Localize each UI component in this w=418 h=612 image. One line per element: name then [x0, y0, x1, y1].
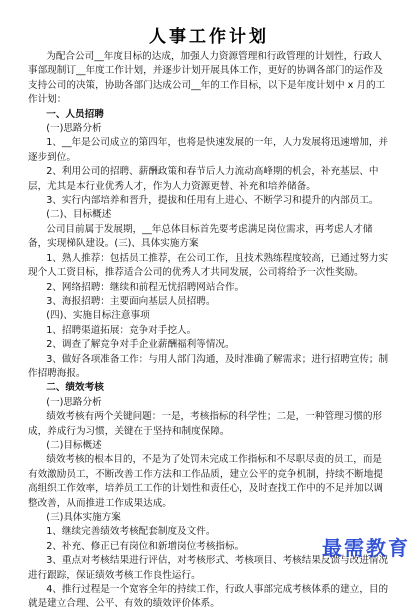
paragraph: 2、利用公司的招聘、薪酬政策和春节后人力流动高峰期的机会，补充基层、中层，尤其是本行业优秀人才，作为人力资源更替、补充和培养储备。	[28, 166, 379, 192]
section-heading: 一、人员招聘	[46, 108, 104, 120]
paragraph: 2、网络招聘：继续和前程无忧招聘网站合作。	[46, 281, 245, 293]
paragraph: 3、海报招聘：主要面向基层人员招聘。	[46, 295, 216, 307]
paragraph: 公司目前属于发展期，__年总体目标首先要考虑满足岗位需求，再考虑人才储备，实现梯队建设。(三)、具体实施方案	[28, 223, 373, 250]
paragraph: 3、重点对考核结果进行评估，对考核形式、考核项目、考核结果反馈与改进情况进行跟踪，保证绩效考核工作良性运行。	[28, 555, 389, 581]
paragraph: 1、招聘渠道拓展：竞争对手挖人。	[46, 324, 197, 336]
document-body	[28, 50, 390, 612]
paragraph: 1、继续完善绩效考核配套制度及文件。	[46, 526, 216, 538]
page-title: 人事工作计划	[149, 27, 269, 47]
intro-paragraph: 为配合公司__年度目标的达成，加强人力资源管理和行政管理的计划性，行政人事部现制订__年度工作计划，并逐步计划开展具体工作，更好的协调各部门的运作及支持公司的决策，协助各部门达成公司__年的工作目标，以下是年度计划中 x 月的工作计划：	[28, 51, 386, 106]
section-heading: 二、绩效考核	[46, 382, 104, 394]
subsection-heading: (二)目标概述	[46, 439, 102, 451]
subsection-heading: (四)、实施目标注意事项	[46, 310, 150, 322]
watermark-logo: 最需教育	[322, 536, 410, 560]
paragraph: 绩效考核的根本目的，不是为了处罚未完成工作指标和不尽职尽责的员工，而是有效激励员工，不断改善工作方法和工作品质，建立公平的竞争机制，持续不断地提高组织工作效率，培养员工工作的计划性和责任心，及时查找工作中的不足并加以调整改善，从而推进工作成果达成。	[28, 454, 383, 509]
paragraph: 绩效考核有两个关键问题：一是，考核指标的科学性；二是，一种管理习惯的形成，养成行为习惯，关键在于坚持和制度保障。	[28, 411, 383, 437]
subsection-heading: (一)思路分析	[46, 396, 102, 408]
paragraph: 4、推行过程是一个宽容全年的持续工作，行政人事部完成考核体系的建立，目的就是建立合理、公平、有效的绩效评价体系。	[28, 584, 389, 610]
subsection-heading: (三)具体实施方案	[46, 512, 121, 523]
paragraph: 3、做好各项准备工作：与用人部门沟通，及时准确了解需求；进行招聘宣传；制作招聘海报。	[28, 353, 389, 379]
paragraph: 2、调查了解竞争对手企业薪酬福利等情况。	[46, 339, 235, 351]
paragraph: 1、__年是公司成立的第四年，也将是快速发展的一年，人力发展将迅速增加，并逐步到位。	[28, 137, 389, 163]
subsection-heading: (二)、目标概述	[46, 209, 112, 221]
paragraph: 3、实行内部培养和晋升，提拔和任用有上进心、不断学习和提升的内部员工。	[46, 195, 379, 207]
paragraph: 2、补充、修正已有岗位和新增岗位考核指标。	[46, 540, 245, 552]
subsection-heading: (一)思路分析	[46, 123, 102, 135]
paragraph: 1、熟人推荐：包括员工推荐，在公司工作，且技术熟练程度较高，已通过努力实现个人工资目标，推荐适合公司的优秀人才共同发展，公司将给予一次性奖励。	[28, 252, 389, 279]
